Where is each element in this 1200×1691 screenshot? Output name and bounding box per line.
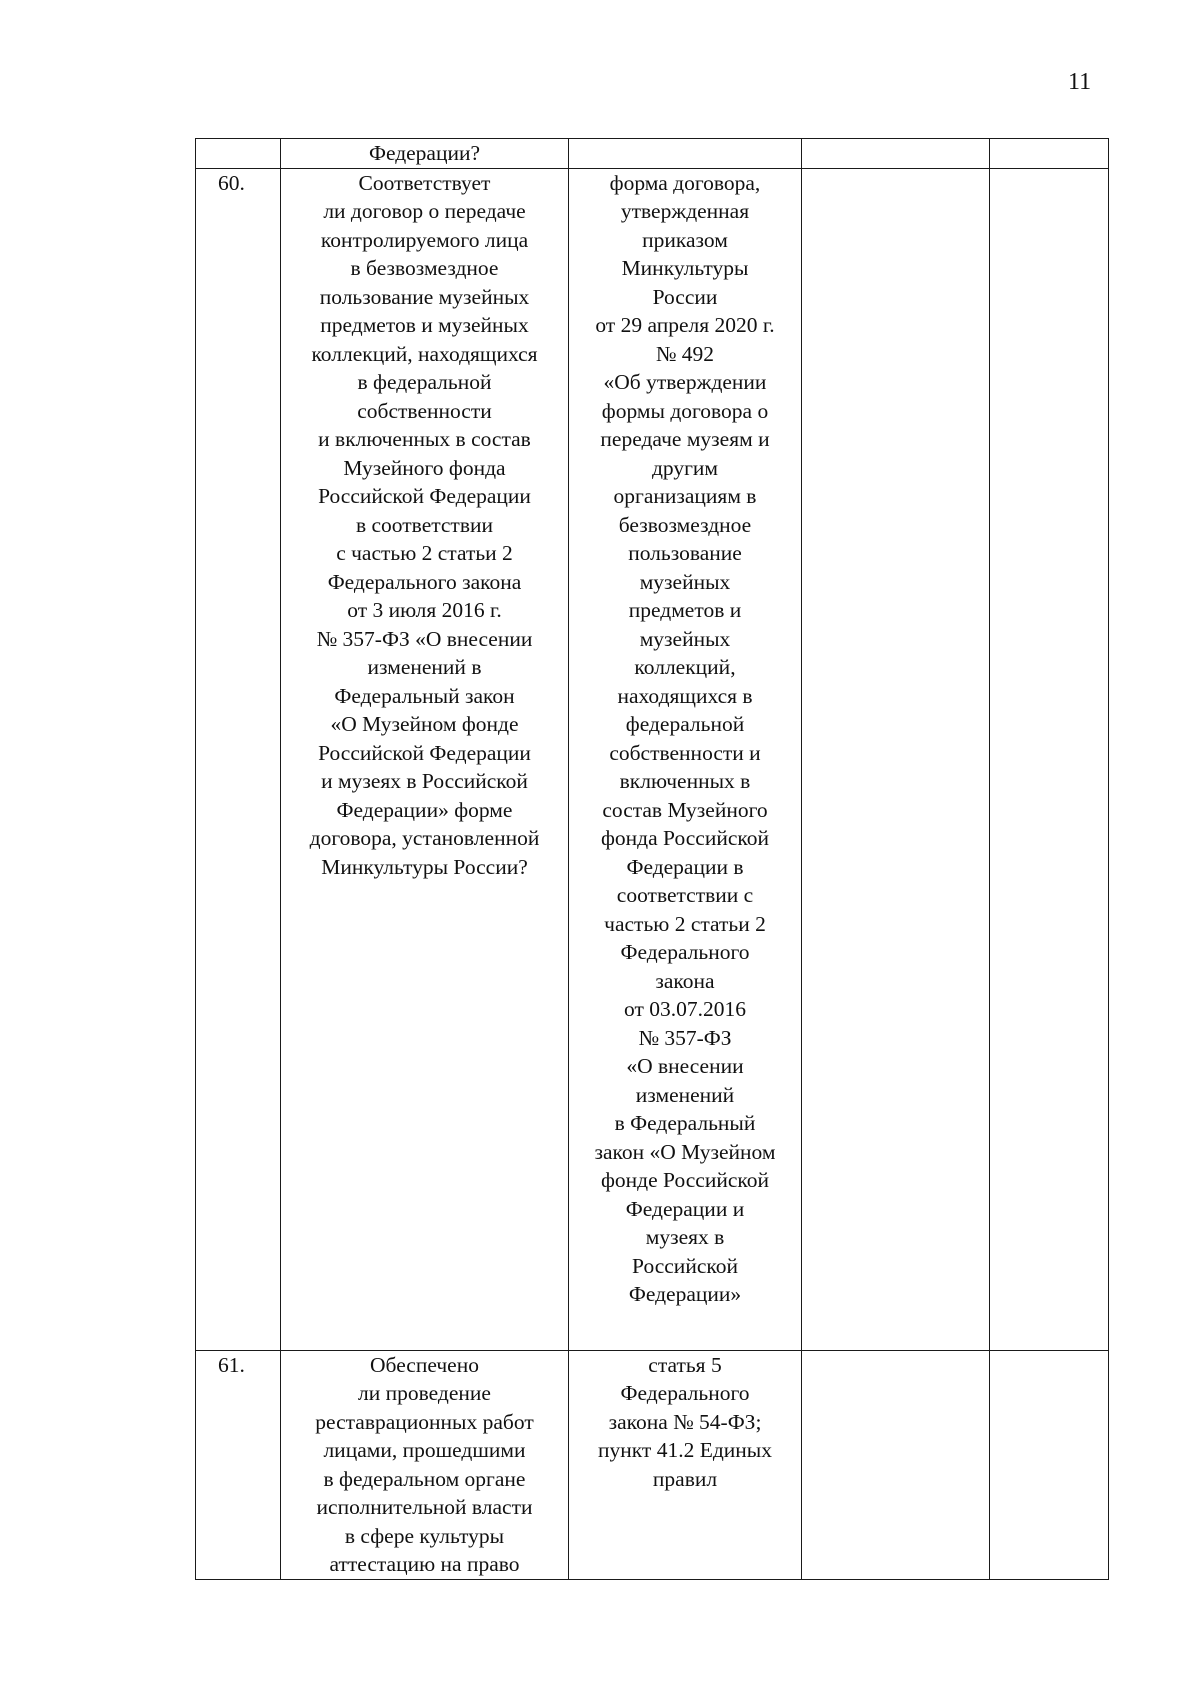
reference-line: «О внесении (626, 1054, 744, 1078)
row-number-cell: 60. (196, 168, 281, 1350)
reference-cell (569, 168, 802, 1350)
question-line: исполнительной власти (316, 1495, 533, 1519)
reference-line: закона (655, 968, 715, 993)
question-line: в безвозмездное (350, 256, 499, 280)
question-line: коллекций, находящихся (311, 341, 538, 366)
reference-line: фонде Российской (600, 1168, 769, 1192)
reference-line: безвозмездное (618, 512, 752, 537)
reference-line: Российской (632, 1253, 738, 1278)
question-line: лицами, прошедшими (323, 1438, 526, 1462)
reference-line: предметов и (628, 598, 742, 622)
reference-line: Федерации и (625, 1196, 745, 1221)
reference-line: пользование (628, 541, 742, 565)
question-line: пользование музейных (319, 284, 530, 309)
reference-line: приказом (642, 227, 728, 252)
question-line: аттестацию на право (329, 1552, 520, 1576)
question-line: Обеспечено (370, 1352, 479, 1377)
reference-line: коллекций, (634, 655, 736, 679)
reference-line: другим (651, 455, 719, 480)
question-line: Российской Федерации (318, 484, 531, 508)
reference-line: музейных (639, 626, 731, 651)
answer-cell (802, 139, 990, 169)
checklist-table (195, 138, 1109, 1580)
reference-line: Федерального (620, 1381, 750, 1405)
question-line: Музейного фонда (343, 455, 506, 480)
reference-line: закона № 54-ФЗ; (608, 1409, 762, 1434)
question-line: и музеях в Российской (321, 769, 528, 793)
reference-line: «Об утверждении (603, 370, 767, 394)
reference-cell (569, 139, 802, 169)
question-line: ли договор о передаче (323, 199, 526, 223)
reference-line: № 357-ФЗ (638, 1025, 732, 1050)
reference-line: фонда Российской (600, 826, 769, 850)
answer-cell (802, 1350, 990, 1579)
reference-line: соответствии с (616, 883, 754, 907)
reference-line: России (652, 284, 718, 309)
table-row-continuation (196, 139, 1109, 169)
note-cell (990, 139, 1109, 169)
reference-line: музейных (639, 569, 731, 594)
reference-line: находящихся в (617, 683, 753, 708)
reference-line: закон «О Музейном (594, 1139, 776, 1164)
reference-line: Минкультуры (621, 256, 749, 280)
question-line: Федеральный закон (334, 683, 515, 708)
question-line: в федеральном органе (323, 1466, 526, 1491)
table-row (196, 168, 1109, 1350)
question-cell (281, 168, 569, 1350)
answer-cell (802, 168, 990, 1350)
question-line: реставрационных работ (315, 1409, 534, 1434)
question-line: в федеральной (357, 370, 492, 394)
reference-line: правил (652, 1466, 718, 1491)
question-line: от 3 июля 2016 г. (347, 598, 502, 622)
note-cell (990, 1350, 1109, 1579)
question-cell (281, 139, 569, 169)
question-line: № 357-ФЗ «О внесении (316, 626, 533, 651)
row-number-cell: 61. (196, 1350, 281, 1579)
question-line: изменений в (367, 655, 482, 679)
reference-line: организациям в (613, 484, 757, 508)
reference-line: включенных в (619, 769, 751, 793)
reference-line: статья 5 (648, 1352, 722, 1377)
reference-line: Федерации» (628, 1282, 742, 1306)
reference-line: № 492 (655, 341, 715, 366)
reference-line: передаче музеям и (600, 427, 770, 451)
question-line: ли проведение (358, 1381, 491, 1405)
reference-line: частью 2 статьи 2 (604, 911, 766, 936)
question-line: Российской Федерации (318, 740, 531, 765)
question-line: собственности (357, 398, 492, 423)
reference-line: изменений (635, 1082, 735, 1107)
question-line: предметов и музейных (320, 313, 529, 337)
reference-line: в Федеральный (614, 1111, 756, 1135)
reference-line: собственности и (609, 740, 761, 765)
reference-line: музеях в (645, 1225, 725, 1249)
reference-line: формы договора о (601, 398, 769, 423)
question-line: Федерального закона (327, 569, 522, 594)
question-line: Федерации» форме (336, 797, 513, 822)
question-line: Федерации? (368, 141, 481, 165)
page-number: 11 (1068, 69, 1092, 95)
question-line: с частью 2 статьи 2 (336, 541, 513, 565)
row-number-cell (196, 139, 281, 169)
question-line: Соответствует (358, 170, 491, 195)
question-line: договора, установленной (309, 826, 540, 850)
question-line: Минкультуры России? (321, 854, 528, 879)
reference-line: от 03.07.2016 (624, 997, 746, 1021)
reference-line: утвержденная (620, 199, 750, 223)
reference-line: пункт 41.2 Единых (598, 1438, 772, 1462)
question-cell (281, 1350, 569, 1579)
reference-line: Федерации в (626, 854, 744, 879)
table-row (196, 1350, 1109, 1579)
reference-line: состав Музейного (602, 797, 768, 822)
question-line: контролируемого лица (320, 227, 529, 252)
question-line: в сфере культуры (344, 1523, 505, 1548)
reference-cell (569, 1350, 802, 1579)
question-line: и включенных в состав (318, 427, 531, 451)
reference-line: от 29 апреля 2020 г. (595, 313, 775, 337)
reference-line: Федерального (620, 940, 750, 964)
question-line: в соответствии (355, 512, 493, 537)
reference-line: форма договора, (609, 170, 761, 195)
reference-line: федеральной (625, 712, 745, 736)
note-cell (990, 168, 1109, 1350)
question-line: «О Музейном фонде (330, 712, 519, 736)
